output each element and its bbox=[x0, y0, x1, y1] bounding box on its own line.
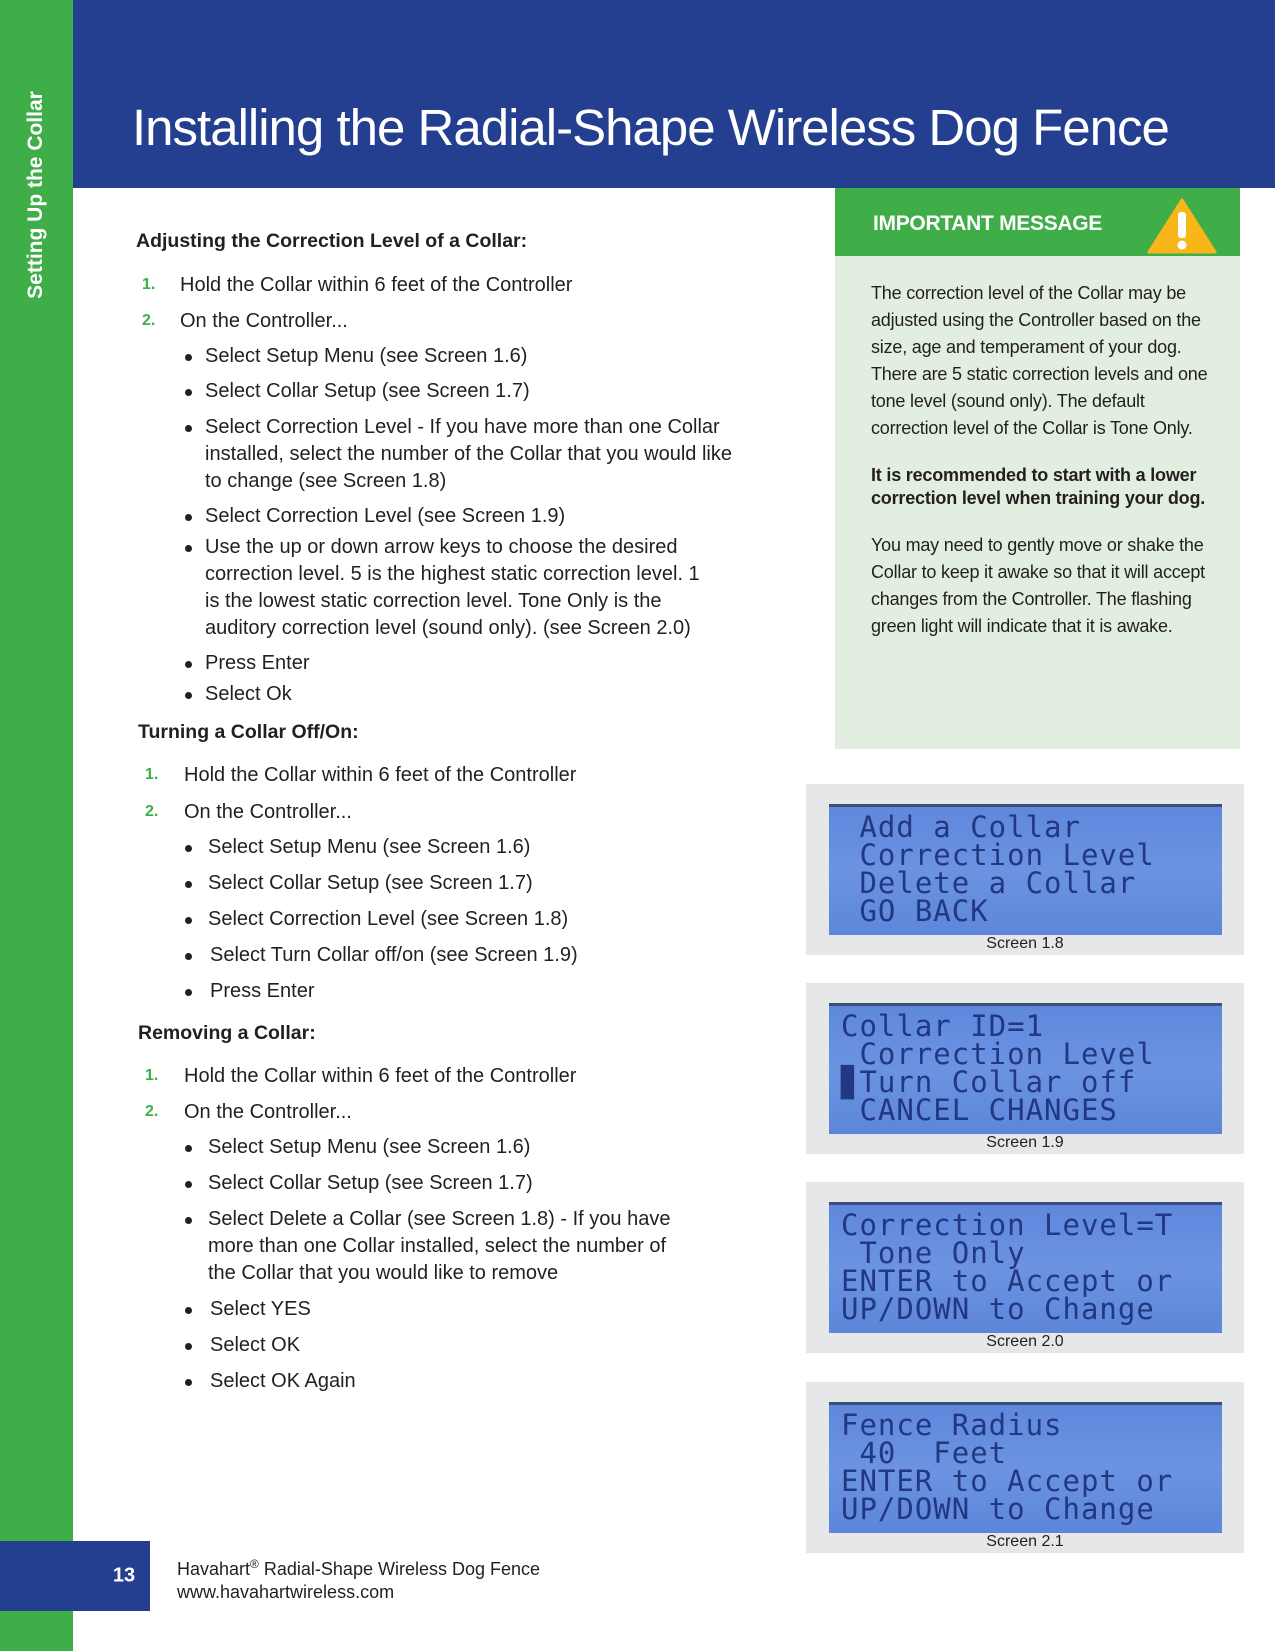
lcd-display bbox=[829, 1003, 1222, 1134]
section-turning bbox=[130, 721, 820, 1005]
lcd-display bbox=[829, 1402, 1222, 1533]
footer-text bbox=[177, 1553, 540, 1604]
step-number: 2. bbox=[145, 803, 159, 820]
bullet-item bbox=[130, 942, 820, 969]
bullet-item bbox=[130, 1368, 820, 1395]
bullet-text: Select Collar Setup (see Screen 1.7) bbox=[208, 872, 533, 894]
bullet-item bbox=[130, 1134, 820, 1161]
bullet-text: Select Setup Menu (see Screen 1.6) bbox=[205, 345, 528, 367]
step-text: Hold the Collar within 6 feet of the Controller bbox=[184, 764, 577, 786]
screen-card bbox=[806, 983, 1244, 1154]
screen-caption: Screen 1.9 bbox=[986, 1134, 1064, 1151]
bullet-item bbox=[130, 906, 820, 933]
footer-brand: Havahart bbox=[177, 1559, 251, 1579]
section-adjusting bbox=[130, 230, 820, 708]
message-recommendation: It is recommended to start with a lower correction level when training your dog. bbox=[871, 465, 1206, 508]
message-paragraph: You may need to gently move or shake the Collar to keep it awake so that it will accept changes from the Controller. The flashing green light will indicate that it is awake. bbox=[871, 535, 1205, 636]
bullet-item bbox=[130, 650, 820, 677]
step-text: Hold the Collar within 6 feet of the Controller bbox=[180, 274, 573, 296]
important-message-title: IMPORTANT MESSAGE bbox=[873, 212, 1103, 235]
step-item bbox=[130, 763, 820, 787]
screen-card bbox=[806, 1382, 1244, 1553]
step-number: 2. bbox=[145, 1103, 159, 1120]
important-message-box bbox=[835, 188, 1240, 749]
lcd-line: Collar ID=1 bbox=[841, 1009, 1045, 1043]
step-number: 1. bbox=[145, 766, 159, 783]
bullet-text: Select Setup Menu (see Screen 1.6) bbox=[208, 1136, 531, 1158]
section-title: Turning a Collar Off/On: bbox=[138, 721, 359, 743]
lcd-line: UP/DOWN to Change bbox=[841, 1492, 1155, 1526]
bullet-text: Use the up or down arrow keys to choose the desired correction level. 5 is the highest static correction level. 1 is the lowest static correction level. Tone Only is the auditory correction level (sound only). (see Screen 2.0) bbox=[205, 536, 700, 639]
lcd-line: Tone Only bbox=[841, 1236, 1026, 1270]
step-item bbox=[130, 309, 820, 333]
step-item bbox=[130, 273, 820, 297]
bullet-text: Select Correction Level (see Screen 1.9) bbox=[205, 505, 566, 527]
instructions-column bbox=[130, 230, 820, 1395]
section-title: Adjusting the Correction Level of a Collar: bbox=[136, 230, 528, 252]
important-message-body bbox=[871, 280, 1211, 662]
bullet-text: Select YES bbox=[210, 1298, 311, 1320]
bullet-item bbox=[130, 1206, 693, 1287]
bullet-text: Press Enter bbox=[210, 980, 315, 1002]
step-number: 1. bbox=[145, 1067, 159, 1084]
step-number: 2. bbox=[142, 312, 156, 329]
bullet-item bbox=[130, 870, 820, 897]
sidebar-label: Setting Up the Collar bbox=[24, 91, 47, 299]
page-header bbox=[73, 0, 1275, 188]
bullet-item bbox=[130, 1170, 820, 1197]
lcd-line: ▊Turn Collar off bbox=[841, 1065, 1137, 1099]
bullet-text: Select Turn Collar off/on (see Screen 1.9) bbox=[210, 944, 578, 966]
lcd-display bbox=[829, 804, 1222, 935]
step-text: On the Controller... bbox=[180, 310, 348, 332]
footer-product-line bbox=[177, 1553, 540, 1581]
bullet-text: Select Collar Setup (see Screen 1.7) bbox=[208, 1172, 533, 1194]
step-text: On the Controller... bbox=[184, 1101, 352, 1123]
footer-product: Radial-Shape Wireless Dog Fence bbox=[258, 1559, 541, 1579]
step-text: Hold the Collar within 6 feet of the Controller bbox=[184, 1065, 577, 1087]
bullet-item bbox=[130, 378, 820, 405]
screen-caption: Screen 1.8 bbox=[986, 935, 1064, 952]
step-number: 1. bbox=[142, 276, 156, 293]
bullet-item bbox=[130, 681, 820, 708]
step-item bbox=[130, 1100, 820, 1124]
sidebar bbox=[0, 0, 73, 1651]
lcd-line: GO BACK bbox=[841, 894, 989, 928]
lcd-line: Fence Radius bbox=[841, 1408, 1063, 1442]
bullet-item bbox=[130, 978, 820, 1005]
screen-card bbox=[806, 784, 1244, 955]
warning-icon bbox=[1147, 198, 1217, 254]
bullet-item bbox=[130, 503, 820, 530]
footer-url: www.havahartwireless.com bbox=[177, 1582, 395, 1602]
page-title: Installing the Radial-Shape Wireless Dog Fence bbox=[132, 99, 1169, 156]
bullet-text: Select OK Again bbox=[210, 1370, 356, 1392]
lcd-line: ENTER to Accept or bbox=[841, 1264, 1174, 1298]
lcd-display bbox=[829, 1202, 1222, 1333]
lcd-line: Correction Level=T bbox=[841, 1208, 1174, 1242]
lcd-line: Add a Collar bbox=[841, 810, 1081, 844]
message-paragraph: The correction level of the Collar may be adjusted using the Controller based on the size, age and temperament of your dog. There are 5 static correction levels and one tone level (sound only). The default correction level of the Collar is Tone Only. bbox=[871, 283, 1208, 438]
bullet-item bbox=[130, 834, 820, 861]
bullet-text: Press Enter bbox=[205, 652, 310, 674]
lcd-line: UP/DOWN to Change bbox=[841, 1292, 1155, 1326]
bullet-text: Select Ok bbox=[205, 683, 292, 705]
bullet-text: Select OK bbox=[210, 1334, 301, 1356]
bullet-text: Select Setup Menu (see Screen 1.6) bbox=[208, 836, 531, 858]
step-text: On the Controller... bbox=[184, 801, 352, 823]
screen-caption: Screen 2.1 bbox=[986, 1533, 1064, 1550]
bullet-text: Select Correction Level - If you have more than one Collar installed, select the number of the Collar that you would like to change (see Screen 1.8) bbox=[205, 416, 732, 492]
lcd-line: Correction Level bbox=[841, 838, 1155, 872]
bullet-text: Select Correction Level (see Screen 1.8) bbox=[208, 908, 569, 930]
bullet-text: Select Delete a Collar (see Screen 1.8) - If you have more than one Collar installed, select the number of the Collar that you would like to remove bbox=[208, 1208, 671, 1284]
bullet-item bbox=[130, 1296, 820, 1323]
lcd-line: Correction Level bbox=[841, 1037, 1155, 1071]
screen-card bbox=[806, 1182, 1244, 1353]
lcd-line: CANCEL CHANGES bbox=[841, 1093, 1118, 1127]
page-number: 13 bbox=[112, 1564, 136, 1587]
important-message-header bbox=[835, 188, 1240, 256]
lcd-line: 40 Feet bbox=[841, 1436, 1008, 1470]
bullet-item bbox=[130, 1332, 820, 1359]
bullet-item bbox=[130, 414, 735, 495]
step-item bbox=[130, 1064, 820, 1088]
bullet-item bbox=[130, 534, 700, 642]
screen-caption: Screen 2.0 bbox=[986, 1333, 1064, 1350]
registered-mark: ® bbox=[250, 1557, 259, 1571]
lcd-line: ENTER to Accept or bbox=[841, 1464, 1174, 1498]
bullet-text: Select Collar Setup (see Screen 1.7) bbox=[205, 380, 530, 402]
lcd-line: Delete a Collar bbox=[841, 866, 1137, 900]
bullet-item bbox=[130, 343, 820, 370]
step-item bbox=[130, 800, 820, 824]
section-removing bbox=[130, 1022, 820, 1395]
section-title: Removing a Collar: bbox=[138, 1022, 316, 1044]
